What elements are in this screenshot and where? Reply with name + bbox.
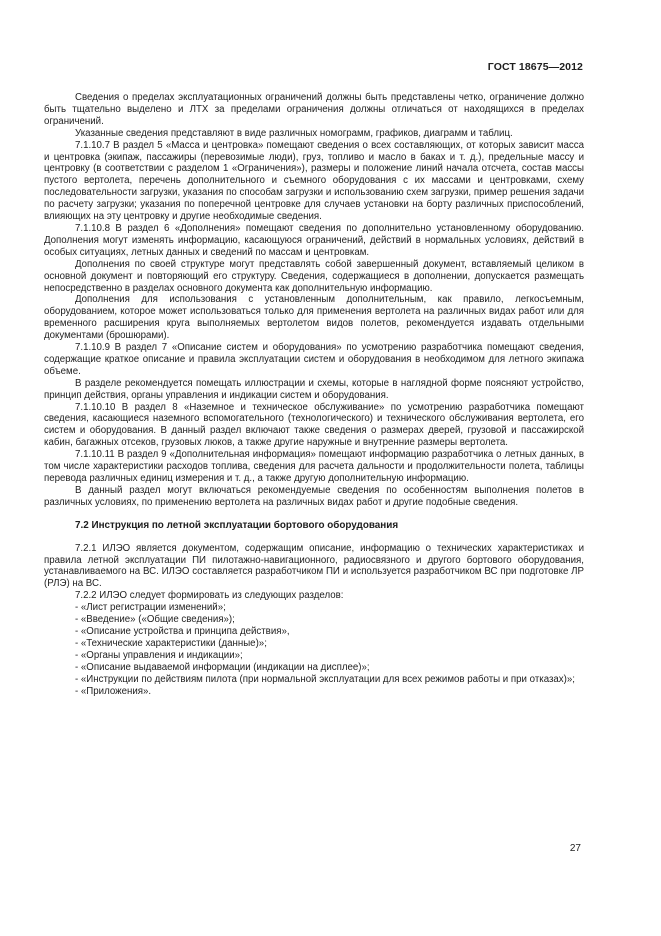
paragraph: В разделе рекомендуется помещать иллюстрации и схемы, которые в наглядной форме поясняют устройство, принцип действия, органы управления и индикации систем и оборудования. <box>44 377 584 401</box>
list-item: - «Описание устройства и принципа действия», <box>75 625 290 637</box>
paragraph: 7.1.10.8 В раздел 6 «Дополнения» помещают сведения по дополнительно установленному оборудованию. Дополнения могут изменять информацию, касающуюся ограничений, действий в нормальных условиях, действий в особых ситуациях, летных данных и сведений по массам и центровкам. <box>44 222 584 258</box>
list-item: - «Инструкции по действиям пилота (при нормальной эксплуатации для всех режимов работы и при отказах)»; <box>75 673 575 685</box>
paragraph: 7.1.10.11 В раздел 9 «Дополнительная информация» помещают информацию разработчика о летных данных, в том числе характеристики расходов топлива, сведения для расчета дальности и продолжительности полета, таблицы перевода различных единиц измерения и т. д., а также другую дополнительную информацию. <box>44 449 584 484</box>
paragraph: 7.1.10.10 В раздел 8 «Наземное и техническое обслуживание» по усмотрению разработчика помещают сведения, касающиеся наземного вспомогательного (технологического) и технического обслуживания вертолета, его систем и оборудования. В данный раздел включают также сведения о размерах дверей, грузовой и пассажирской кабин, багажных отсеков, грузовых люков, а также другие наружные и внутренние размеры вертолета. <box>44 401 584 449</box>
page-number: 27 <box>569 843 581 854</box>
list-item: - «Введение» («Общие сведения»); <box>75 614 235 626</box>
list-item: - «Приложения». <box>75 685 152 697</box>
paragraph: Указанные сведения представляют в виде различных номограмм, графиков, диаграмм и таблиц. <box>75 127 513 139</box>
list-item: - «Описание выдаваемой информации (индикации на дисплее)»; <box>75 661 370 673</box>
paragraph: Дополнения по своей структуре могут представлять собой завершенный документ, вставляемый целиком в основной документ и повторяющий его структуру. Сведения, содержащиеся в дополнении, допускается размещать непосредственно в разделах основного документа как дополнительную информацию. <box>44 258 584 294</box>
list-item: - «Лист регистрации изменений»; <box>75 602 226 614</box>
paragraph: Дополнения для использования с установленным дополнительным, как правило, легкосъемным, оборудованием, которое может использоваться только для применения вертолета на различных видах работ или для временного расширения круга выполняемых вертолетом видов полетов, рекомендуется издавать отдельными документами (брошюрами). <box>44 294 584 342</box>
paragraph: 7.2.2 ИЛЭО следует формировать из следующих разделов: <box>75 590 344 602</box>
paragraph: 7.2.1 ИЛЭО является документом, содержащим описание, информацию о технических характеристиках и правила летной эксплуатации ПИ пилотажно-навигационного, радиосвязного и другого бортового оборудования, устанавливаемого на ВС. ИЛЭО составляется разработчиком ПИ и используется разработчиком ВС при подготовке ЛР (РЛЭ) на ВС. <box>44 542 584 590</box>
paragraph: Сведения о пределах эксплуатационных ограничений должны быть представлены четко, ограничение должно быть тщательно выделено и ЛТХ за пределами ограничения должны отличаться от находящихся в пределах ограничений. <box>44 92 584 127</box>
section-heading: 7.2 Инструкция по летной эксплуатации бортового оборудования <box>75 519 399 531</box>
paragraph: 7.1.10.9 В раздел 7 «Описание систем и оборудования» по усмотрению разработчика помещают сведения, содержащие краткое описание и правила эксплуатации систем и оборудования в необходимом для летного экипажа объеме. <box>44 342 584 377</box>
document-code-header: ГОСТ 18675—2012 <box>487 61 583 73</box>
list-item: - «Органы управления и индикации»; <box>75 649 243 661</box>
sections-list <box>44 602 584 697</box>
paragraph: 7.1.10.7 В раздел 5 «Масса и центровка» помещают сведения о всех составляющих, от которых зависит масса и центровка (экипаж, пассажиры (перевозимые люди), груз, топливо и масло в баках и т. д.), предельные массу и центровку (в соответствии с разделом 1 «Ограничения»), размеры и положение линий начала отсчета, состав массы пустого вертолета, перечень дополнительного и съемного оборудования с их массами и центровками, схему последовательности загрузки, указания по способам загрузки и использованию схем загрузки, пример решения задачи по расчету загрузки; указания по поперечной центровке для случаев установки на борту различных приспособлений, влияющих на эту центровку и другие необходимые сведения. <box>44 139 584 223</box>
paragraph: В данный раздел могут включаться рекомендуемые сведения по особенностям выполнения полетов в различных условиях, по применению вертолета на различных видах работ и другие подобные сведения. <box>44 484 584 508</box>
list-item: - «Технические характеристики (данные)»; <box>75 637 267 649</box>
page-content <box>44 92 584 697</box>
